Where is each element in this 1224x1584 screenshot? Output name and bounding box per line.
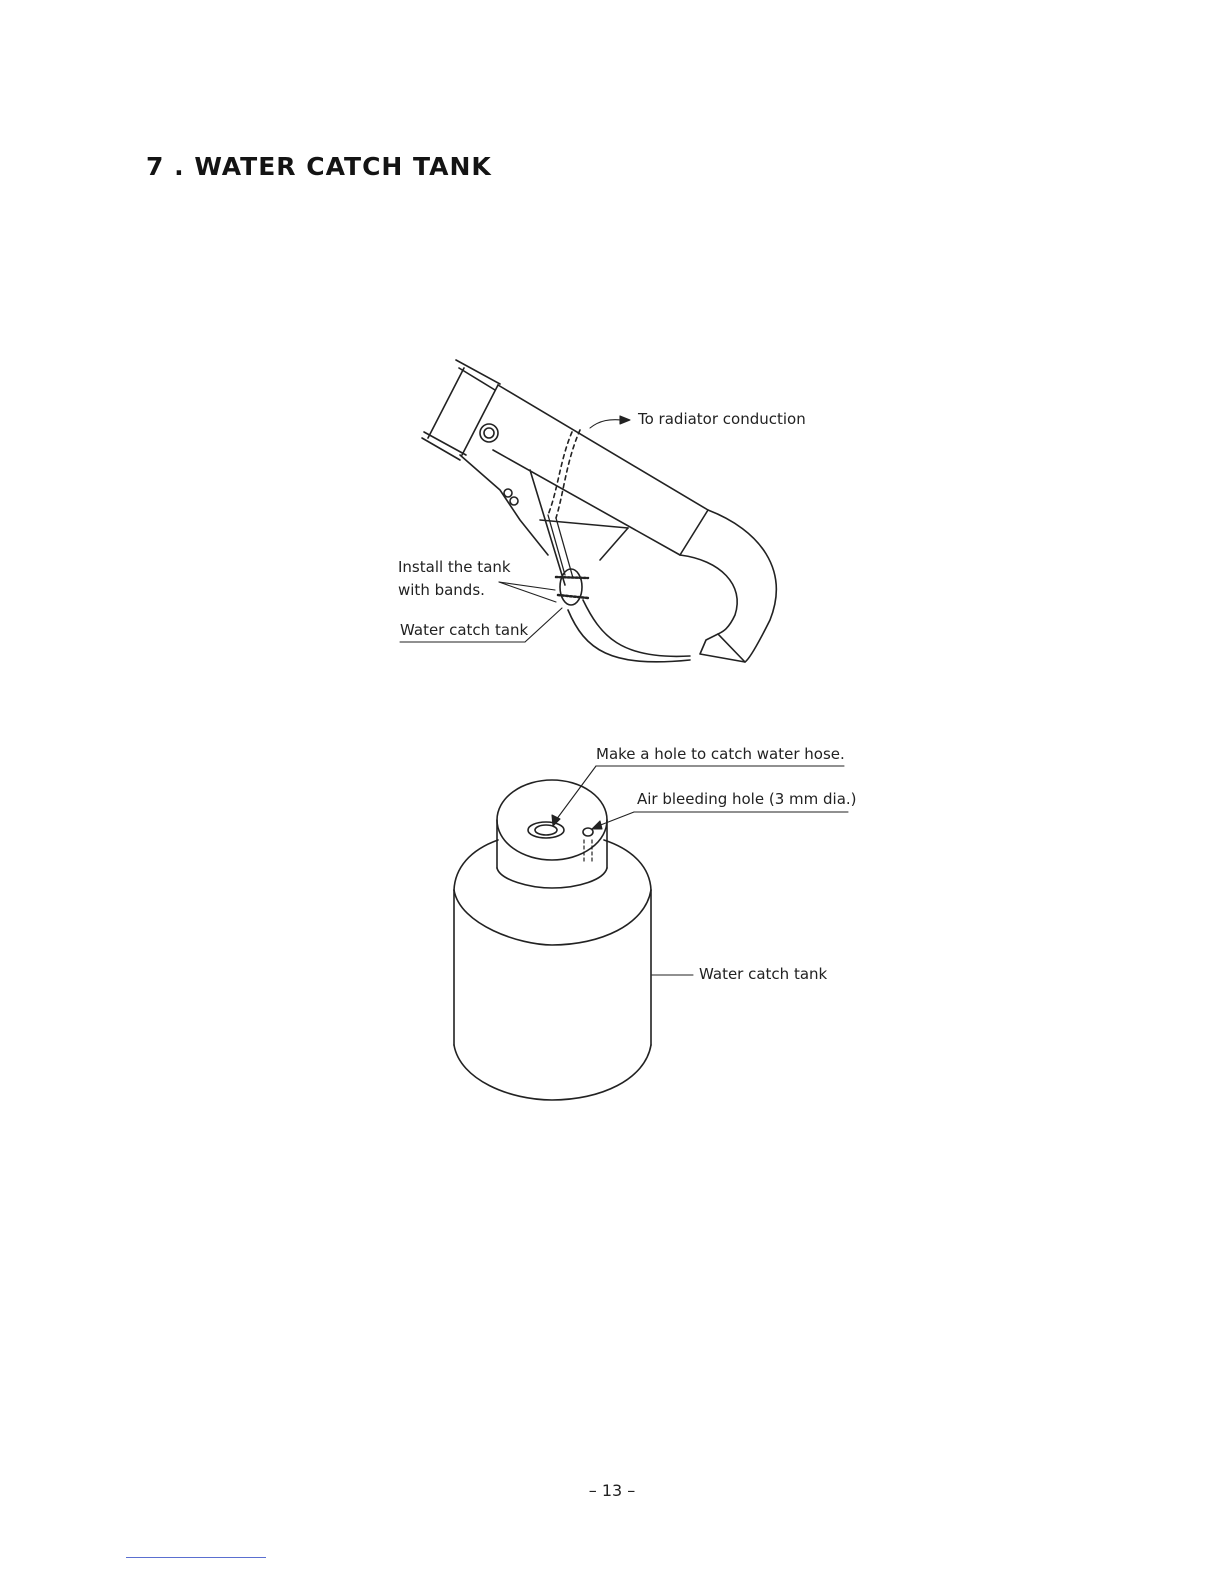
footer-rule	[126, 1557, 266, 1558]
air-bleeding-hole	[583, 828, 593, 862]
tank-body	[454, 840, 651, 1100]
section-separator: .	[164, 152, 195, 181]
label-radiator-conduction: To radiator conduction	[638, 410, 806, 428]
label-make-hole: Make a hole to catch water hose.	[596, 745, 845, 763]
label-water-catch-tank-bottom: Water catch tank	[699, 965, 828, 983]
tank-neck	[497, 780, 607, 888]
label-install-tank-line2: with bands.	[398, 581, 485, 599]
section-number: 7	[146, 152, 165, 181]
label-install-tank-line1: Install the tank	[398, 558, 511, 576]
label-water-catch-tank-top: Water catch tank	[400, 621, 529, 639]
section-title: WATER CATCH TANK	[194, 152, 492, 181]
page-number: – 13 –	[588, 1481, 636, 1500]
label-air-bleeding-hole: Air bleeding hole (3 mm dia.)	[637, 790, 857, 808]
